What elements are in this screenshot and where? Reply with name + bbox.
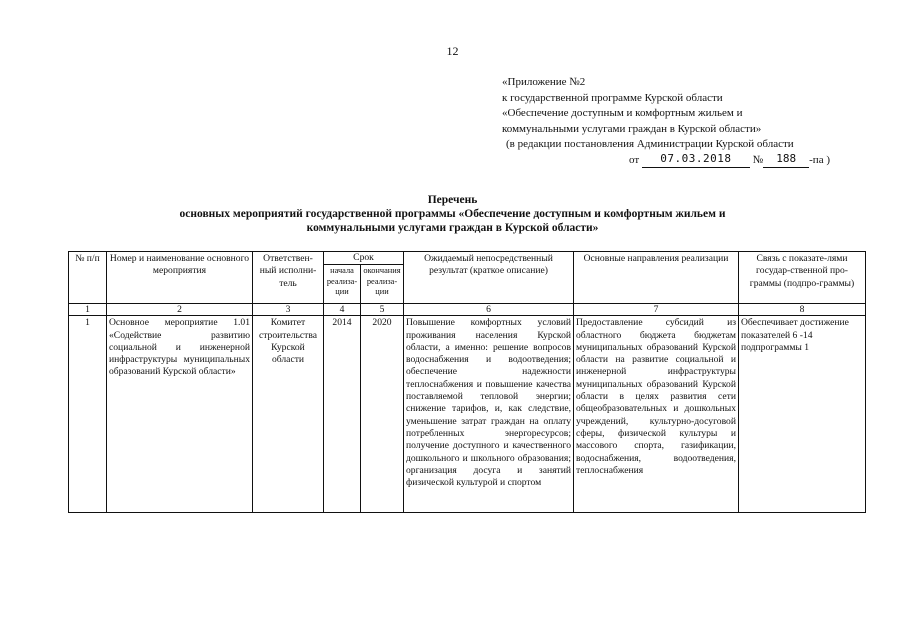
- appendix-line-2: к государственной программе Курской области: [502, 91, 723, 104]
- cell-directions: Предоставление субсидий из областного бюджета бюджетам муниципальных образований Курской области на развитие социальной и инженерной инфраструктуры муниципальных образований Курской области в целях развития сети общеобразовательных и дошкольных учреждений, культурно-досуговой сферы, физической культуры и массового спорта, газификации, водоснабжения, водоотведения, теплоснабжения: [574, 316, 739, 513]
- cell-num: 1: [69, 316, 107, 513]
- decree-date: 07.03.2018: [642, 153, 750, 169]
- cell-start-year: 2014: [324, 316, 361, 513]
- cell-end-year: 2020: [361, 316, 404, 513]
- column-number: 1: [69, 304, 107, 316]
- title-line-2: основных мероприятий государственной программы «Обеспечение доступным и комфортным жильем и: [179, 208, 726, 220]
- cell-activity-name: Основное мероприятие 1.01 «Содействие развитию социальной и инженерной инфраструктуры муниципальных образований Курской области»: [107, 316, 253, 513]
- document-title: [0, 193, 905, 235]
- cell-indicator-link: Обеспечивает достижение показателей 6 -14 подпрограммы 1: [739, 316, 866, 513]
- table-header-row: [69, 252, 866, 265]
- header-executor: Ответствен-ный исполни-тель: [253, 252, 324, 304]
- header-name: Номер и наименование основного мероприятия: [107, 252, 253, 304]
- appendix-line-3: «Обеспечение доступным и комфортным жильем и: [502, 107, 743, 119]
- table-row: [69, 316, 866, 513]
- decree-suffix: -па ): [809, 153, 830, 166]
- header-num: № п/п: [69, 252, 107, 304]
- column-number: 2: [107, 304, 253, 316]
- title-line-1: Перечень: [427, 194, 478, 206]
- activities-table: [68, 251, 866, 513]
- cell-expected-result: Повышение комфортных условий проживания населения Курской области, а именно: решение вопросов водоснабжения и водоотведения; обеспечение надежности теплоснабжения и повышение качества поставляемой тепловой энергии; снижение тарифов, и, как следствие, уменьшение затрат граждан на оплату потребленных энергоресурсов; получение доступного и качественного дошкольного и школьного образования; организация досуга и занятий физической культурой и спортом: [404, 316, 574, 513]
- header-term-end: окончания реализа-ции: [361, 265, 404, 304]
- appendix-line-5: (в редакции постановления Администрации Курской области: [506, 138, 794, 150]
- column-number: 7: [574, 304, 739, 316]
- appendix-line-4: коммунальными услугами граждан в Курской области»: [502, 122, 762, 135]
- cell-executor: Комитет строительства Курской области: [253, 316, 324, 513]
- decree-reference: [502, 153, 862, 169]
- header-term-start: начала реализа-ции: [324, 265, 361, 304]
- column-number: 5: [361, 304, 404, 316]
- decree-number: 188: [763, 153, 809, 169]
- header-term: Срок: [324, 252, 404, 265]
- header-result: Ожидаемый непосредственный результат (краткое описание): [404, 252, 574, 304]
- column-number: 3: [253, 304, 324, 316]
- page-number: 12: [446, 44, 459, 58]
- column-numbers-row: [69, 304, 866, 316]
- appendix-header: [502, 75, 862, 168]
- header-link: Связь с показате-лями государ-ственной про-граммы (подпро-граммы): [739, 252, 866, 304]
- decree-number-label: №: [752, 153, 764, 166]
- header-directions: Основные направления реализации: [574, 252, 739, 304]
- column-number: 6: [404, 304, 574, 316]
- decree-from-label: от: [628, 153, 640, 166]
- appendix-line-1: «Приложение №2: [502, 76, 586, 88]
- column-number: 8: [739, 304, 866, 316]
- column-number: 4: [324, 304, 361, 316]
- title-line-3: коммунальными услугами граждан в Курской области»: [306, 222, 599, 234]
